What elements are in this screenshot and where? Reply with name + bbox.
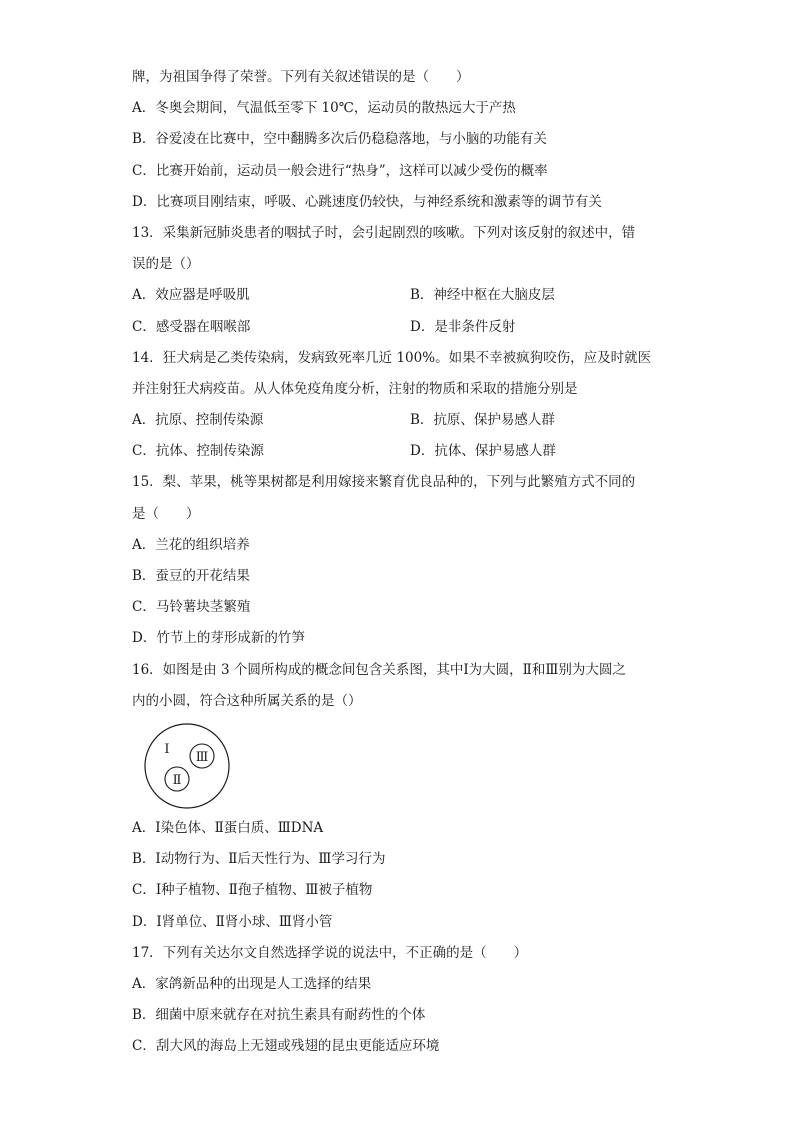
q15-stem-line2: 是（ ） bbox=[132, 505, 200, 522]
q13-stem-line1: 13．采集新冠肺炎患者的咽拭子时，会引起剧烈的咳嗽。下列对该反射的叙述中，错 bbox=[132, 224, 636, 241]
q15-option-c: C．马铃薯块茎繁殖 bbox=[132, 599, 251, 616]
q14-stem-line2: 并注射狂犬病疫苗。从人体免疫角度分析，注射的物质和采取的措施分别是 bbox=[132, 380, 578, 397]
q13-option-a: A．效应器是呼吸肌 bbox=[132, 287, 250, 304]
q17-option-a: A．家鸽新品种的出现是人工选择的结果 bbox=[132, 975, 372, 992]
concept-circle-diagram bbox=[132, 717, 672, 813]
q12-option-d: D．比赛项目刚结束，呼吸、心跳速度仍较快，与神经系统和激素等的调节有关 bbox=[132, 193, 602, 210]
label-small-circle-iii: Ⅲ bbox=[195, 749, 209, 765]
q17-option-b: B．细菌中原来就存在对抗生素具有耐药性的个体 bbox=[132, 1007, 426, 1024]
q13-option-d: D．是非条件反射 bbox=[410, 318, 516, 335]
label-big-circle: Ⅰ bbox=[164, 741, 170, 757]
q16-option-d: D．Ⅰ肾单位、Ⅱ肾小球、Ⅲ肾小管 bbox=[132, 913, 333, 930]
q17-option-c: C．刮大风的海岛上无翅或残翅的昆虫更能适应环境 bbox=[132, 1038, 440, 1055]
q16-option-a: A．Ⅰ染色体、Ⅱ蛋白质、ⅢDNA bbox=[132, 819, 324, 836]
q16-stem-line1: 16．如图是由 3 个圆所构成的概念间包含关系图，其中Ⅰ为大圆，Ⅱ和Ⅲ别为大圆之 bbox=[132, 661, 626, 678]
q17-stem: 17．下列有关达尔文自然选择学说的说法中，不正确的是（ ） bbox=[132, 944, 528, 961]
q15-option-d: D．竹节上的芽形成新的竹笋 bbox=[132, 630, 305, 647]
q12-option-c: C．比赛开始前，运动员一般会进行“热身”，这样可以减少受伤的概率 bbox=[132, 162, 548, 179]
q13-option-b: B．神经中枢在大脑皮层 bbox=[410, 287, 555, 304]
q14-stem-line1: 14．狂犬病是乙类传染病，发病致死率几近 100%。如果不幸被疯狗咬伤，应及时就医 bbox=[132, 349, 652, 366]
q14-option-d: D．抗体、保护易感人群 bbox=[410, 443, 556, 460]
q14-option-b: B．抗原、保护易感人群 bbox=[410, 412, 555, 429]
q13-option-c: C．感受器在咽喉部 bbox=[132, 318, 251, 335]
q12-option-b: B．谷爱凌在比赛中，空中翻腾多次后仍稳稳落地，与小脑的功能有关 bbox=[132, 131, 547, 148]
q15-option-b: B．蚕豆的开花结果 bbox=[132, 568, 250, 584]
q16-option-b: B．Ⅰ动物行为、Ⅱ后天性行为、Ⅲ学习行为 bbox=[132, 851, 386, 868]
q15-option-a: A．兰花的组织培养 bbox=[132, 536, 250, 553]
q14-option-c: C．抗体、控制传染源 bbox=[132, 443, 264, 460]
q15-stem-line1: 15．梨、苹果，桃等果树都是利用嫁接来繁育优良品种的，下列与此繁殖方式不同的 bbox=[132, 474, 636, 491]
q13-stem-line2: 误的是（） bbox=[132, 256, 200, 273]
big-circle bbox=[145, 724, 229, 808]
q12-stem: 牌，为祖国争得了荣誉。下列有关叙述错误的是（ ） bbox=[132, 69, 470, 85]
q16-stem-line2: 内的小圆，符合这种所属关系的是（） bbox=[132, 692, 362, 709]
q14-option-a: A．抗原、控制传染源 bbox=[132, 412, 264, 429]
q16-option-c: C．Ⅰ种子植物、Ⅱ孢子植物、Ⅲ被子植物 bbox=[132, 882, 373, 899]
label-small-circle-ii: Ⅱ bbox=[172, 772, 182, 788]
document-page bbox=[132, 62, 672, 1062]
q12-option-a: A．冬奥会期间，气温低至零下 10℃，运动员的散热远大于产热 bbox=[132, 100, 516, 117]
